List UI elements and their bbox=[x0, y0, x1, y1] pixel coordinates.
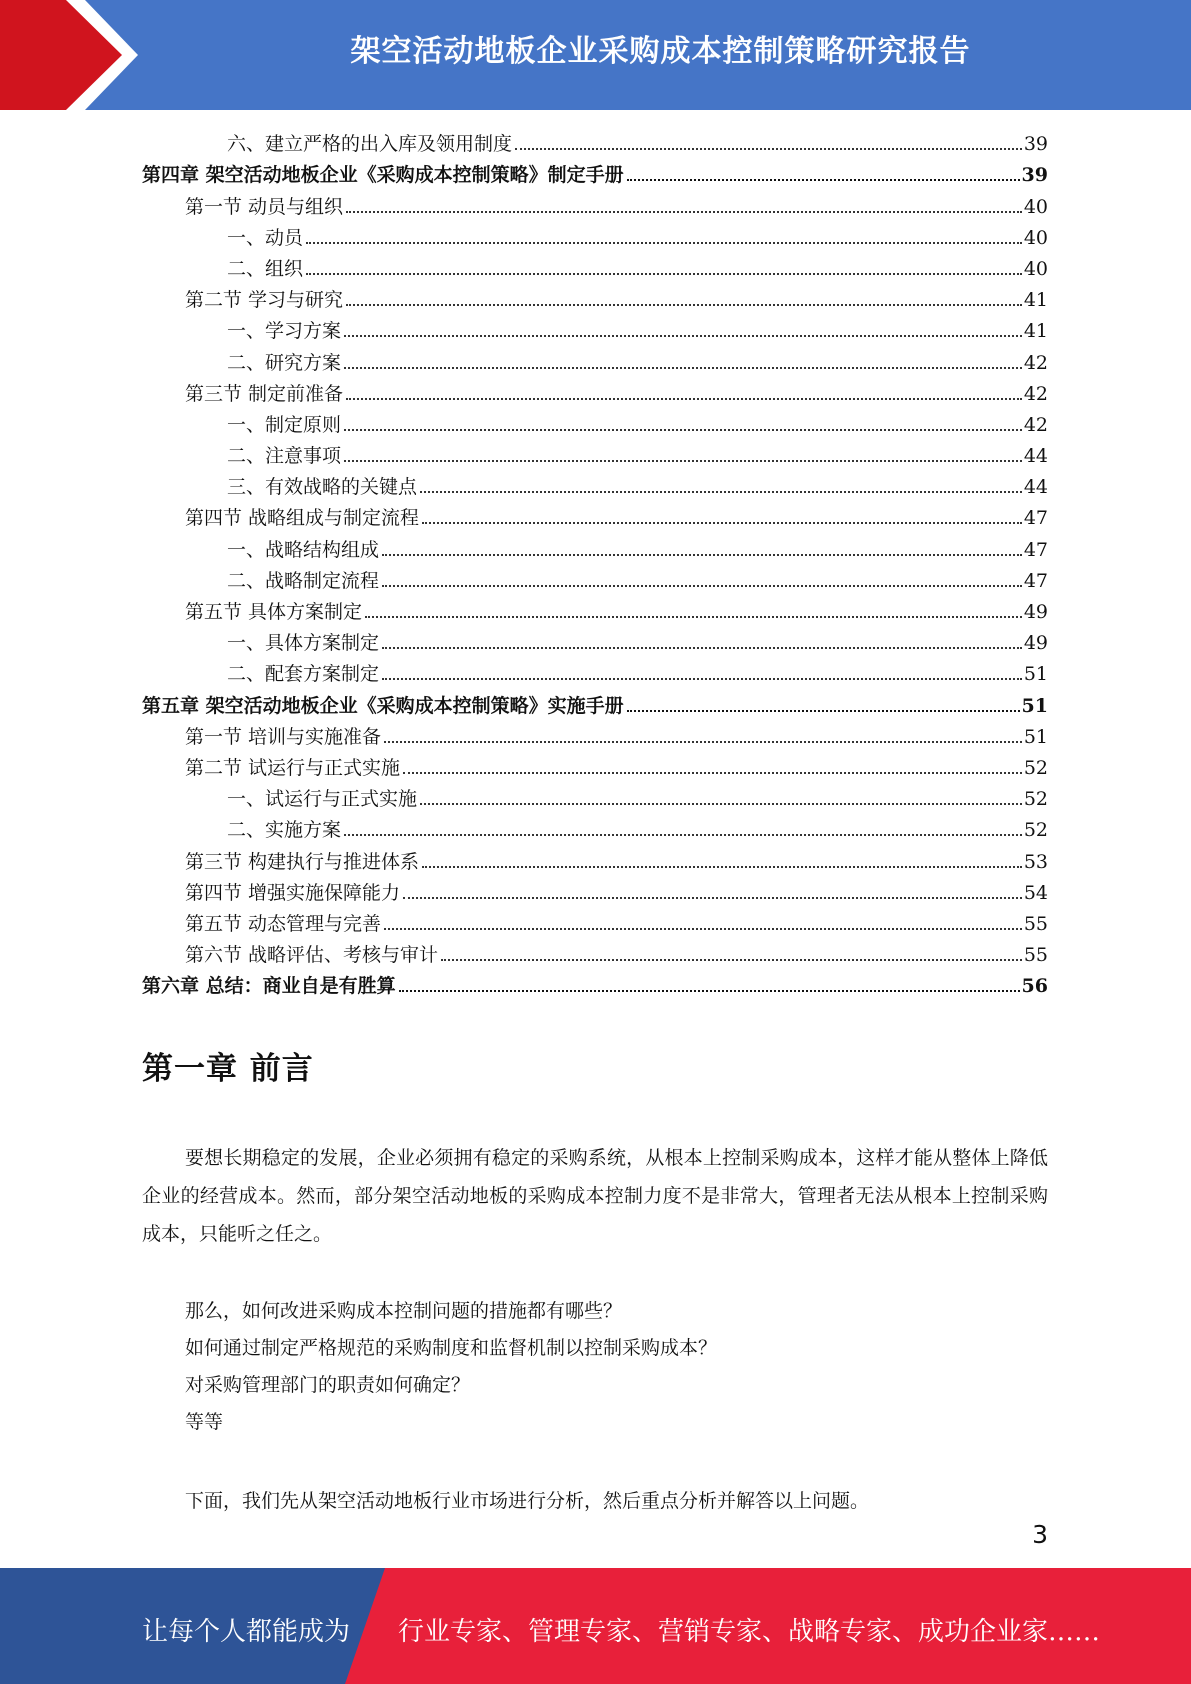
toc-entry-label: 六、建立严格的出入库及领用制度 bbox=[227, 133, 513, 156]
toc-entry-page: 52 bbox=[1023, 819, 1048, 842]
toc-dot-leader bbox=[382, 647, 1022, 649]
toc-entry-label: 一、试运行与正式实施 bbox=[227, 788, 418, 811]
toc-entry-page: 56 bbox=[1021, 975, 1048, 998]
toc-dot-leader bbox=[306, 273, 1022, 275]
footer-slogan-left: 让每个人都能成为 bbox=[142, 1617, 351, 1647]
toc-dot-leader bbox=[403, 897, 1022, 899]
toc-chapter-entry[interactable] bbox=[142, 159, 1048, 190]
toc-entry-page: 53 bbox=[1023, 850, 1048, 873]
toc-entry-label: 三、有效战略的关键点 bbox=[227, 476, 418, 499]
toc-dot-leader bbox=[384, 741, 1022, 743]
toc-dot-leader bbox=[420, 491, 1022, 493]
toc-dot-leader bbox=[420, 803, 1022, 805]
toc-entry-label: 二、战略制定流程 bbox=[227, 569, 380, 592]
toc-dot-leader bbox=[306, 242, 1022, 244]
toc-section-entry[interactable] bbox=[142, 190, 1048, 221]
toc-entry-label: 第三节 制定前准备 bbox=[185, 382, 344, 405]
toc-dot-leader bbox=[422, 866, 1022, 868]
toc-subsection-entry[interactable] bbox=[142, 128, 1048, 159]
toc-dot-leader bbox=[344, 460, 1022, 462]
toc-section-entry[interactable] bbox=[142, 845, 1048, 876]
toc-section-entry[interactable] bbox=[142, 378, 1048, 409]
toc-entry-label: 二、组织 bbox=[227, 257, 304, 280]
toc-entry-page: 40 bbox=[1023, 195, 1048, 218]
toc-subsection-entry[interactable] bbox=[142, 222, 1048, 253]
question-line: 对采购管理部门的职责如何确定？ bbox=[185, 1374, 471, 1396]
toc-dot-leader bbox=[399, 990, 1020, 992]
toc-subsection-entry[interactable] bbox=[142, 658, 1048, 689]
question-line: 如何通过制定严格规范的采购制度和监督机制以控制采购成本？ bbox=[185, 1337, 718, 1359]
toc-entry-label: 第四章 架空活动地板企业《采购成本控制策略》制定手册 bbox=[142, 164, 624, 187]
toc-entry-label: 一、具体方案制定 bbox=[227, 632, 380, 655]
toc-entry-label: 第一节 动员与组织 bbox=[185, 195, 344, 218]
toc-entry-page: 51 bbox=[1023, 663, 1048, 686]
question-line: 等等 bbox=[185, 1411, 224, 1433]
toc-dot-leader bbox=[515, 148, 1022, 150]
toc-subsection-entry[interactable] bbox=[142, 471, 1048, 502]
toc-dot-leader bbox=[346, 304, 1022, 306]
footer-slogan-right: 行业专家、管理专家、营销专家、战略专家、成功企业家…… bbox=[398, 1617, 1101, 1647]
toc-entry-page: 42 bbox=[1023, 351, 1048, 374]
toc-dot-leader bbox=[344, 834, 1022, 836]
toc-dot-leader bbox=[403, 772, 1022, 774]
toc-section-entry[interactable] bbox=[142, 908, 1048, 939]
toc-section-entry[interactable] bbox=[142, 752, 1048, 783]
toc-section-entry[interactable] bbox=[142, 596, 1048, 627]
toc-subsection-entry[interactable] bbox=[142, 253, 1048, 284]
toc-dot-leader bbox=[382, 585, 1022, 587]
toc-section-entry[interactable] bbox=[142, 721, 1048, 752]
toc-entry-page: 40 bbox=[1023, 226, 1048, 249]
toc-subsection-entry[interactable] bbox=[142, 440, 1048, 471]
toc-dot-leader bbox=[346, 398, 1022, 400]
toc-subsection-entry[interactable] bbox=[142, 814, 1048, 845]
toc-section-entry[interactable] bbox=[142, 502, 1048, 533]
toc-section-entry[interactable] bbox=[142, 939, 1048, 970]
toc-dot-leader bbox=[344, 367, 1022, 369]
toc-entry-page: 49 bbox=[1023, 601, 1048, 623]
toc-dot-leader bbox=[627, 710, 1020, 712]
toc-entry-page: 55 bbox=[1023, 944, 1048, 967]
toc-dot-leader bbox=[382, 554, 1022, 556]
toc-entry-page: 47 bbox=[1023, 569, 1048, 592]
toc-entry-label: 第六章 总结：商业自是有胜算 bbox=[142, 975, 396, 998]
toc-entry-label: 一、制定原则 bbox=[227, 413, 342, 436]
toc-entry-page: 55 bbox=[1023, 912, 1048, 935]
toc-entry-label: 第六节 战略评估、考核与审计 bbox=[185, 944, 439, 967]
toc-entry-label: 第五节 动态管理与完善 bbox=[185, 912, 382, 935]
toc-subsection-entry[interactable] bbox=[142, 565, 1048, 596]
toc-entry-page: 51 bbox=[1021, 694, 1048, 717]
footer-banner bbox=[0, 1568, 1191, 1684]
toc-entry-label: 一、学习方案 bbox=[227, 320, 342, 343]
toc-dot-leader bbox=[384, 928, 1022, 930]
toc-entry-page: 51 bbox=[1023, 725, 1048, 748]
toc-entry-page: 44 bbox=[1023, 445, 1048, 468]
toc-entry-label: 第二节 学习与研究 bbox=[185, 289, 344, 312]
intro-paragraph: 要想长期稳定的发展，企业必须拥有稳定的采购系统，从根本上控制采购成本，这样才能从整体上降低企业的经营成本。然而，部分架空活动地板的采购成本控制力度不是非常大，管理者无法从根本上控制采购成本，只能听之任之。 bbox=[142, 1147, 1048, 1245]
toc-entry-page: 52 bbox=[1023, 788, 1048, 811]
toc-subsection-entry[interactable] bbox=[142, 533, 1048, 564]
toc-entry-page: 49 bbox=[1023, 632, 1048, 655]
toc-section-entry[interactable] bbox=[142, 284, 1048, 315]
header-banner bbox=[0, 0, 1191, 110]
page-number: 3 bbox=[1032, 1520, 1048, 1549]
toc-entry-label: 第五节 具体方案制定 bbox=[185, 601, 363, 623]
toc-dot-leader bbox=[344, 335, 1022, 337]
toc-entry-label: 一、战略结构组成 bbox=[227, 538, 380, 561]
toc-dot-leader bbox=[382, 678, 1022, 680]
toc-entry-label: 二、实施方案 bbox=[227, 819, 342, 842]
toc-dot-leader bbox=[627, 179, 1020, 181]
toc-entry-label: 第四节 增强实施保障能力 bbox=[185, 881, 401, 904]
toc-dot-leader bbox=[441, 959, 1022, 961]
toc-entry-page: 47 bbox=[1023, 507, 1048, 530]
toc-entry-page: 41 bbox=[1023, 320, 1048, 343]
toc-chapter-entry[interactable] bbox=[142, 689, 1048, 720]
chapter-title: 第一章 前言 bbox=[142, 1051, 314, 1087]
toc-entry-label: 第三节 构建执行与推进体系 bbox=[185, 850, 420, 873]
toc-dot-leader bbox=[365, 616, 1022, 618]
toc-entry-label: 第四节 战略组成与制定流程 bbox=[185, 507, 420, 530]
toc-entry-label: 第二节 试运行与正式实施 bbox=[185, 756, 401, 779]
toc-entry-label: 第五章 架空活动地板企业《采购成本控制策略》实施手册 bbox=[142, 694, 624, 717]
toc-entry-page: 40 bbox=[1023, 257, 1048, 280]
toc-subsection-entry[interactable] bbox=[142, 783, 1048, 814]
toc-entry-label: 二、注意事项 bbox=[227, 445, 342, 468]
toc-entry-page: 52 bbox=[1023, 756, 1048, 779]
toc-entry-page: 41 bbox=[1023, 289, 1048, 312]
toc-entry-label: 一、动员 bbox=[227, 226, 304, 249]
table-of-contents bbox=[142, 128, 1048, 1001]
toc-subsection-entry[interactable] bbox=[142, 627, 1048, 658]
toc-entry-page: 54 bbox=[1023, 881, 1048, 904]
report-title: 架空活动地板企业采购成本控制策略研究报告 bbox=[350, 34, 971, 69]
toc-dot-leader bbox=[422, 522, 1022, 524]
toc-dot-leader bbox=[344, 429, 1022, 431]
question-line: 那么，如何改进采购成本控制问题的措施都有哪些？ bbox=[185, 1300, 623, 1322]
toc-entry-page: 42 bbox=[1023, 382, 1048, 405]
toc-subsection-entry[interactable] bbox=[142, 315, 1048, 346]
toc-subsection-entry[interactable] bbox=[142, 346, 1048, 377]
toc-entry-label: 第一节 培训与实施准备 bbox=[185, 725, 382, 748]
toc-dot-leader bbox=[346, 211, 1022, 213]
toc-chapter-entry[interactable] bbox=[142, 970, 1048, 1001]
toc-subsection-entry[interactable] bbox=[142, 409, 1048, 440]
toc-entry-page: 44 bbox=[1023, 476, 1048, 499]
toc-entry-page: 39 bbox=[1023, 133, 1048, 156]
toc-entry-label: 二、研究方案 bbox=[227, 351, 342, 374]
closing-paragraph: 下面，我们先从架空活动地板行业市场进行分析，然后重点分析并解答以上问题。 bbox=[185, 1490, 870, 1512]
toc-entry-page: 42 bbox=[1023, 413, 1048, 436]
toc-entry-page: 39 bbox=[1021, 164, 1048, 187]
toc-entry-label: 二、配套方案制定 bbox=[227, 663, 380, 686]
toc-section-entry[interactable] bbox=[142, 877, 1048, 908]
toc-entry-page: 47 bbox=[1023, 538, 1048, 561]
